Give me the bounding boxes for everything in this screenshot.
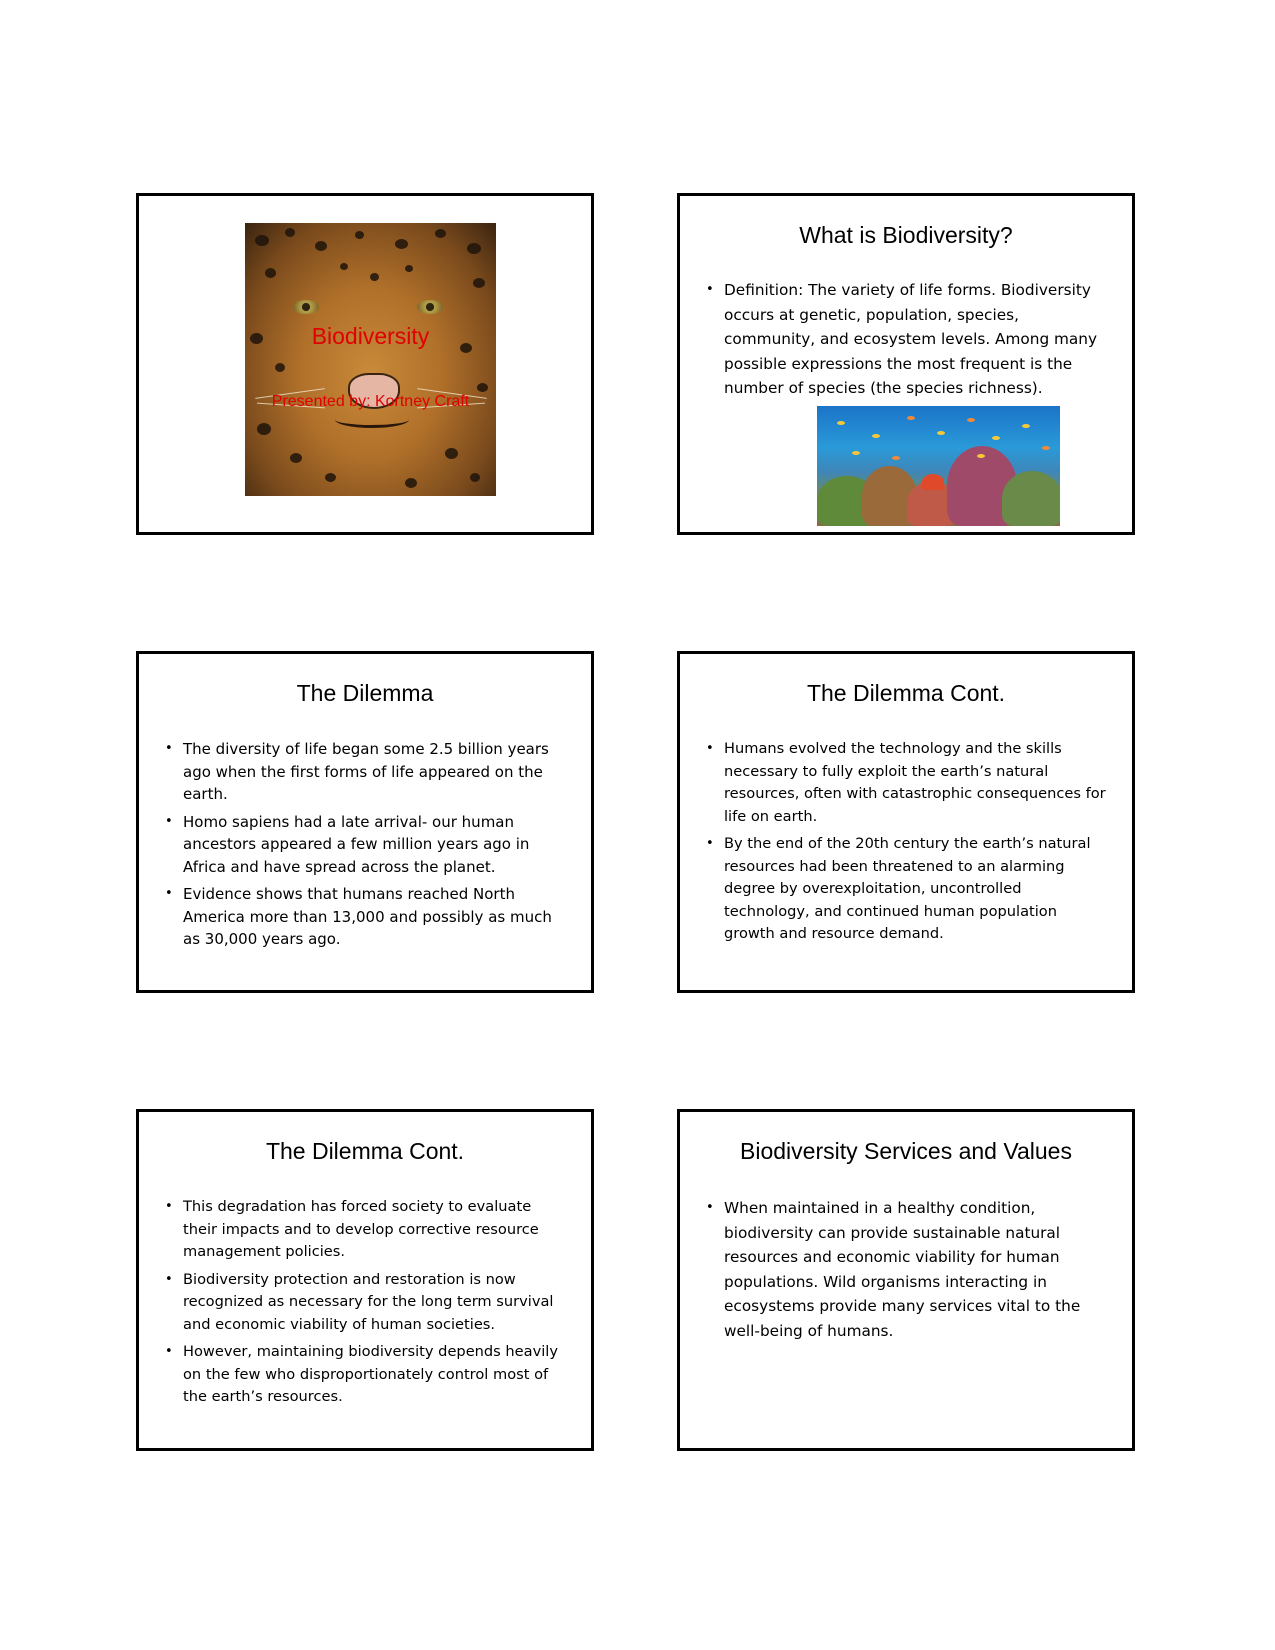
slide-title: The Dilemma Cont. [265,1138,465,1164]
bullet-item: • Humans evolved the technology and the skills necessary to fully exploit the earth’s natural resources, often with catastrophic consequences for life on earth. [706,738,1110,828]
slide-2-what-is-biodiversity [677,193,1135,535]
slide-1-title [136,193,594,535]
bullet-list [706,738,1110,951]
bullet-list [706,1196,1110,1348]
slide-5-the-dilemma-cont [136,1109,594,1451]
bullet-item: • Definition: The variety of life forms. Biodiversity occurs at genetic, population, species, community, and ecosystem levels. Among many possible expressions the most frequent is the number of species (the species richness). [706,278,1110,401]
slide-title: Biodiversity Services and Values [740,1138,1072,1164]
bullet-list [165,1196,569,1414]
bullet-item: • Evidence shows that humans reached North America more than 13,000 and possibly as much as 30,000 years ago. [165,883,569,951]
title-slide-heading: Biodiversity [311,323,430,349]
slide-3-the-dilemma [136,651,594,993]
slide-title: The Dilemma [296,680,434,706]
slide-title: What is Biodiversity? [799,222,1013,248]
bullet-item: • The diversity of life began some 2.5 billion years ago when the first forms of life appeared on the earth. [165,738,569,806]
bullet-item: • When maintained in a healthy condition, biodiversity can provide sustainable natural resources and economic viability for human populations. Wild organisms interacting in ecosystems provide many services vital to the well-being of humans. [706,1196,1110,1343]
slide-4-the-dilemma-cont [677,651,1135,993]
jaguar-photo [245,223,496,496]
bullet-list [706,278,1110,406]
bullet-item: • Homo sapiens had a late arrival- our human ancestors appeared a few million years ago in Africa and have spread across the planet. [165,811,569,879]
bullet-item: • This degradation has forced society to evaluate their impacts and to develop corrective resource management policies. [165,1196,569,1264]
bullet-item: • By the end of the 20th century the earth’s natural resources had been threatened to an alarming degree by overexploitation, uncontrolled technology, and continued human population growth and resource demand. [706,833,1110,946]
slide-title: The Dilemma Cont. [806,680,1006,706]
bullet-item: • Biodiversity protection and restoration is now recognized as necessary for the long term survival and economic viability of human societies. [165,1269,569,1337]
slide-6-services-and-values [677,1109,1135,1451]
bullet-item: • However, maintaining biodiversity depends heavily on the few who disproportionately control most of the earth’s resources. [165,1341,569,1409]
title-slide-subtitle: Presented by: Kortney Craft [271,393,470,410]
coral-reef-photo [817,406,1060,526]
bullet-list [165,738,569,956]
